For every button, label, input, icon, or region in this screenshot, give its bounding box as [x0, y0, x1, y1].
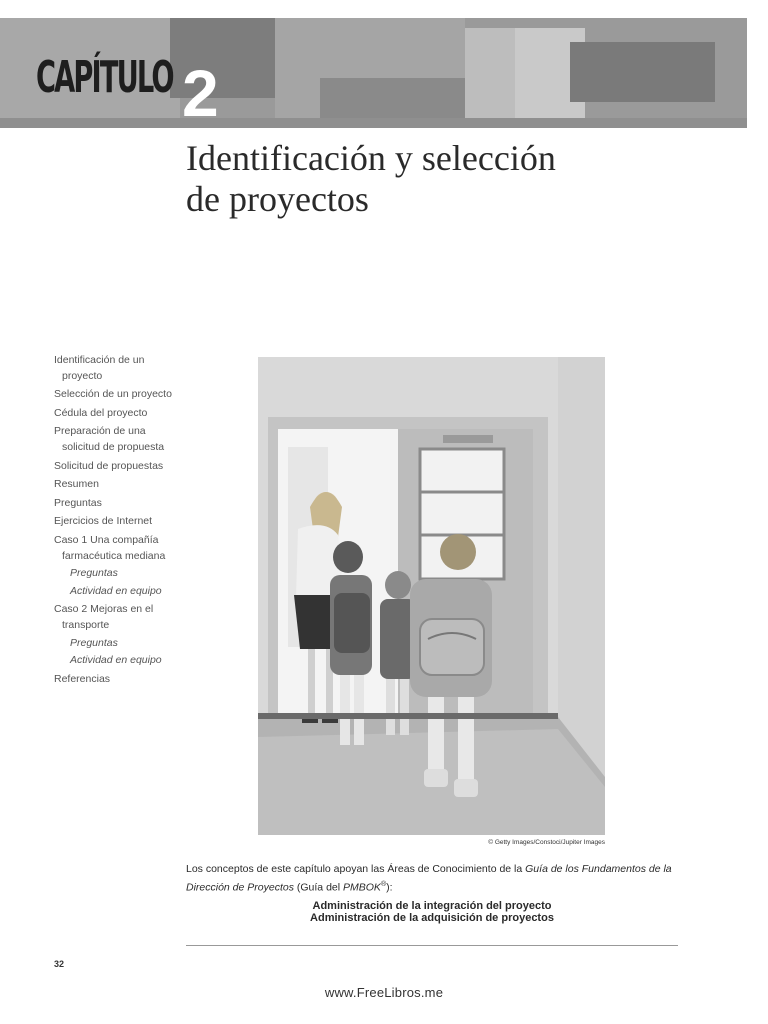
contents-item: Caso 2 Mejoras en el transporte	[54, 603, 154, 631]
chapter-contents-list	[54, 353, 184, 690]
chapter-title	[186, 138, 686, 220]
chapter-photo	[258, 357, 605, 835]
contents-item: Selección de un proyecto	[54, 388, 172, 401]
chapter-title-line1: Identificación y selección	[186, 138, 556, 178]
footer-url: www.FreeLibros.me	[324, 985, 444, 1000]
contents-item: Cédula del proyecto	[54, 406, 148, 419]
chapter-banner	[0, 18, 747, 128]
chapter-number: 2	[182, 56, 219, 128]
contents-subitem: Preguntas	[70, 636, 118, 649]
banner-block	[0, 118, 747, 128]
contents-item: Identificación de un proyecto	[54, 354, 145, 382]
contents-item: Referencias	[54, 672, 111, 685]
contents-subitem: Actividad en equipo	[70, 584, 162, 597]
divider	[186, 945, 678, 946]
contents-subitem: Preguntas	[70, 567, 118, 580]
contents-item: Resumen	[54, 478, 99, 491]
chapter-label: CAPÍTULO	[36, 52, 173, 103]
page-number: 32	[54, 959, 65, 969]
knowledge-areas	[186, 900, 678, 924]
contents-item: Preparación de una solicitud de propuesta	[54, 425, 165, 453]
contents-item: Preguntas	[54, 496, 102, 509]
intro-paragraph: Los conceptos de este capítulo apoyan las Áreas de Conocimiento de la Guía de los Fundamentos de la Dirección de Proyectos (Guía del PMBOK®):	[186, 863, 672, 894]
contents-item: Solicitud de propuestas	[54, 459, 164, 472]
knowledge-area: Administración de la adquisición de proyectos	[310, 912, 554, 924]
knowledge-area: Administración de la integración del proyecto	[312, 900, 552, 912]
contents-item: Ejercicios de Internet	[54, 515, 153, 528]
banner-block	[570, 42, 715, 102]
photo-illustration	[258, 357, 605, 835]
contents-item: Caso 1 Una compañía farmacéutica mediana	[54, 533, 166, 562]
contents-subitem: Actividad en equipo	[70, 654, 162, 667]
photo-credit: © Getty Images/Constoci/Jupiter Images	[488, 839, 605, 846]
chapter-title-line2: de proyectos	[186, 179, 369, 219]
